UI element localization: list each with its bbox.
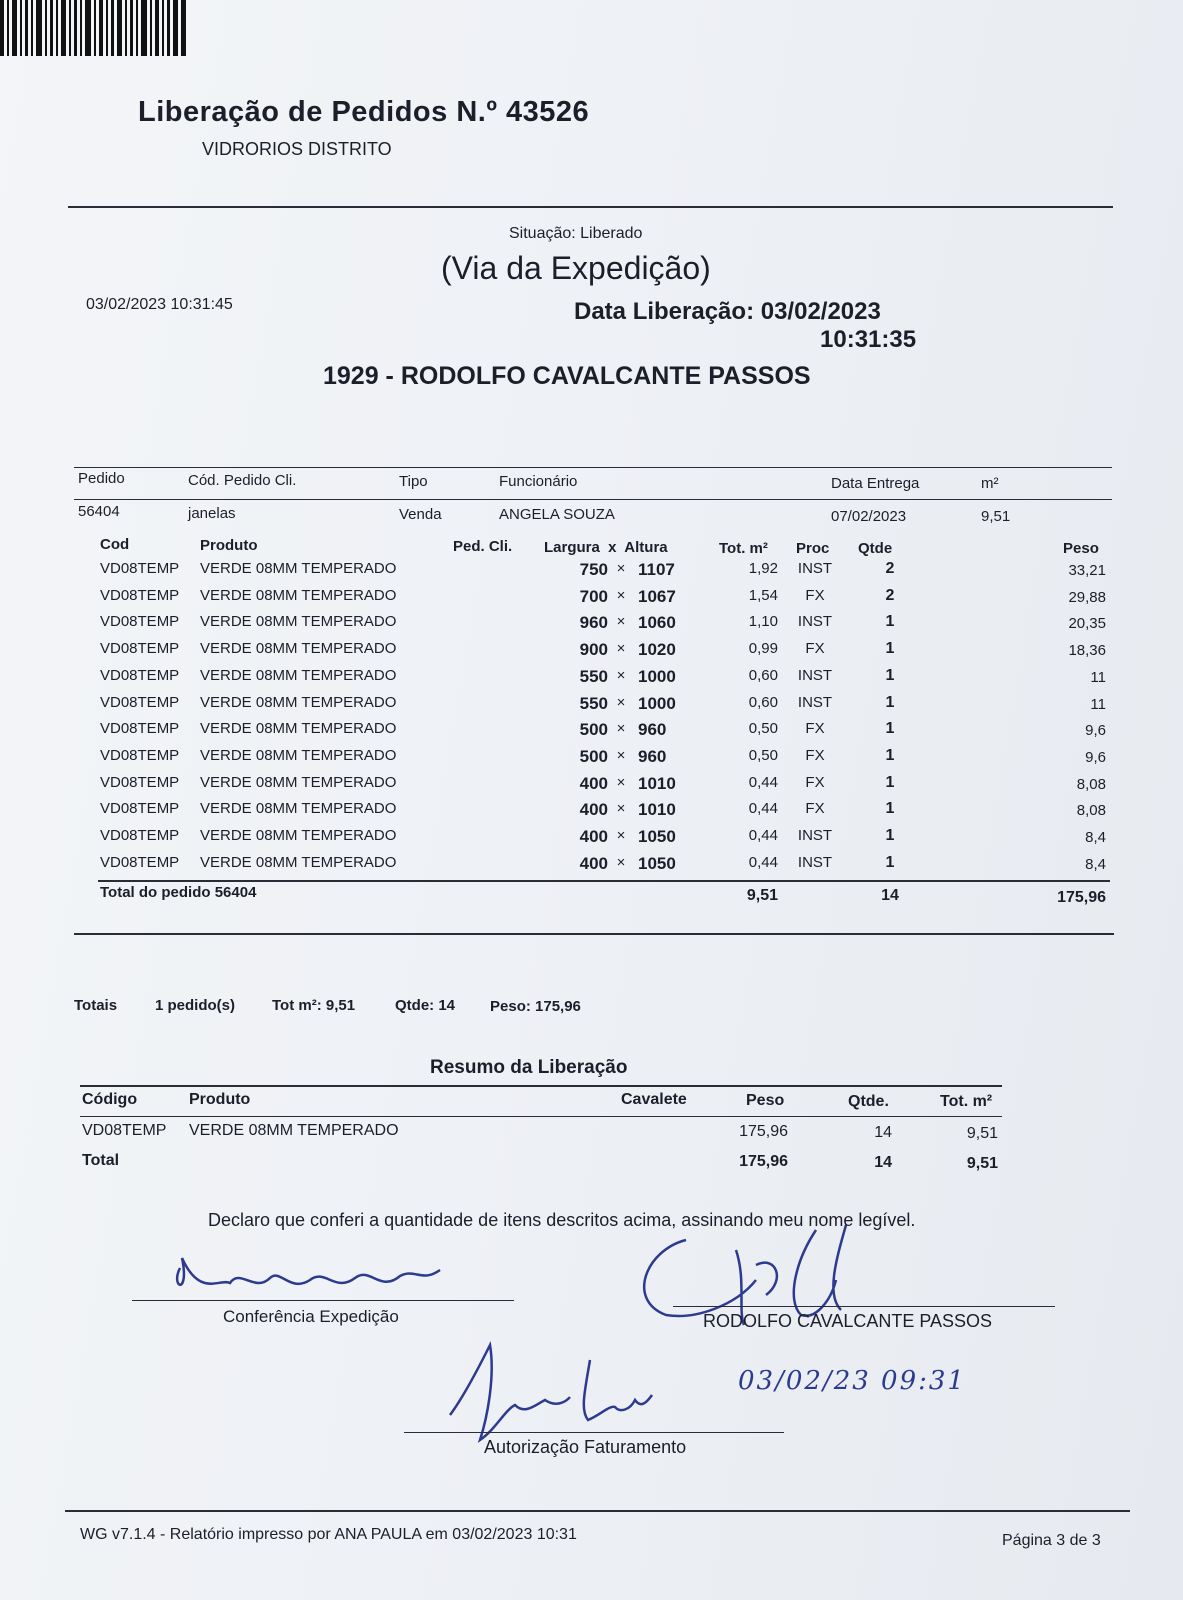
item-qtde: 1 (885, 667, 895, 684)
item-times: × (616, 613, 626, 630)
order-total-qtde: 14 (881, 887, 899, 904)
item-largura: 700 (579, 587, 608, 606)
item-tot-m2: 0,60 (748, 694, 778, 711)
item-code: VD08TEMP (100, 774, 180, 791)
footer-page: Página 3 de 3 (1002, 1532, 1101, 1549)
resumo-col-qtde: Qtde. (848, 1093, 889, 1110)
pedido-number: 56404 (78, 503, 120, 520)
item-times: × (616, 587, 626, 604)
hora-liberacao: 10:31:35 (820, 326, 917, 353)
resumo-total-label: Total (82, 1152, 120, 1169)
item-peso: 20,35 (1068, 615, 1106, 632)
barcode-icon (0, 0, 186, 56)
item-produto: VERDE 08MM TEMPERADO (200, 827, 397, 844)
item-qtde: 1 (885, 720, 895, 737)
item-tot-m2: 0,99 (748, 640, 778, 657)
item-largura: 400 (579, 800, 608, 819)
items-col-produto: Produto (200, 537, 258, 554)
resumo-header-rule (80, 1116, 1002, 1117)
item-produto: VERDE 08MM TEMPERADO (200, 667, 397, 684)
item-qtde: 1 (885, 800, 895, 817)
item-altura: 1010 (638, 774, 676, 793)
situacao-text: Situação: Liberado (509, 225, 643, 242)
items-col-qtde: Qtde (858, 540, 893, 557)
order-total-peso: 175,96 (1057, 889, 1106, 906)
item-produto: VERDE 08MM TEMPERADO (200, 747, 397, 764)
item-code: VD08TEMP (100, 640, 180, 657)
handwritten-date: 03/02/23 09:31 (738, 1366, 966, 1396)
items-col-proc: Proc (796, 540, 830, 557)
item-times: × (616, 694, 626, 711)
item-proc: INST (797, 667, 833, 684)
item-code: VD08TEMP (100, 613, 180, 630)
item-altura: 1010 (638, 800, 676, 819)
footer-printed-by: WG v7.1.4 - Relatório impresso por ANA PAULA em 03/02/2023 10:31 (80, 1526, 577, 1543)
conferencia-signature (160, 1238, 460, 1308)
col-m2: m² (981, 475, 999, 492)
item-tot-m2: 1,10 (748, 613, 778, 630)
item-produto: VERDE 08MM TEMPERADO (200, 613, 397, 630)
item-qtde: 1 (885, 694, 895, 711)
item-code: VD08TEMP (100, 854, 180, 871)
item-produto: VERDE 08MM TEMPERADO (200, 694, 397, 711)
col-tipo: Tipo (399, 473, 428, 490)
item-times: × (616, 720, 626, 737)
item-qtde: 1 (885, 640, 895, 657)
item-altura: 1067 (638, 587, 676, 606)
item-times: × (616, 774, 626, 791)
item-tot-m2: 0,44 (748, 800, 778, 817)
item-qtde: 1 (885, 747, 895, 764)
item-proc: FX (805, 800, 825, 817)
item-altura: 960 (638, 720, 667, 739)
item-proc: INST (797, 613, 833, 630)
item-produto: VERDE 08MM TEMPERADO (200, 720, 397, 737)
items-total-rule (98, 880, 1110, 882)
item-produto: VERDE 08MM TEMPERADO (200, 560, 397, 577)
item-code: VD08TEMP (100, 694, 180, 711)
item-largura: 900 (579, 640, 608, 659)
item-code: VD08TEMP (100, 800, 180, 817)
item-proc: FX (805, 747, 825, 764)
autorizacao-line (404, 1432, 784, 1433)
m2-value: 9,51 (981, 508, 1011, 525)
item-largura: 550 (579, 694, 608, 713)
item-qtde: 1 (885, 774, 895, 791)
resumo-total-tot: 9,51 (966, 1155, 998, 1172)
autorizacao-label: Autorização Faturamento (484, 1437, 687, 1457)
resumo-col-produto: Produto (189, 1091, 251, 1108)
item-times: × (616, 854, 626, 871)
item-altura: 1060 (638, 613, 676, 632)
col-cod-pedido-cli: Cód. Pedido Cli. (188, 472, 297, 489)
item-code: VD08TEMP (100, 667, 180, 684)
item-tot-m2: 0,60 (748, 667, 778, 684)
declaration-text: Declaro que conferi a quantidade de itens descritos acima, assinando meu nome legível. (208, 1210, 916, 1230)
item-peso: 8,08 (1076, 802, 1106, 819)
item-largura: 550 (579, 667, 608, 686)
item-qtde: 1 (885, 854, 895, 871)
order-header-rule (74, 499, 1112, 500)
item-tot-m2: 0,44 (748, 854, 778, 871)
order-table-top-rule (74, 467, 1112, 468)
item-times: × (616, 800, 626, 817)
item-tot-m2: 1,92 (748, 560, 778, 577)
resumo-total-peso: 175,96 (739, 1153, 788, 1170)
item-proc: FX (805, 774, 825, 791)
item-qtde: 2 (885, 587, 895, 604)
item-proc: FX (805, 587, 825, 604)
item-altura: 1000 (638, 694, 676, 713)
item-code: VD08TEMP (100, 560, 180, 577)
item-tot-m2: 0,44 (748, 774, 778, 791)
totais-label: Totais (74, 997, 118, 1014)
items-col-cod: Cod (100, 536, 130, 553)
item-largura: 750 (579, 560, 608, 579)
tipo-value: Venda (399, 506, 442, 523)
document-title: Liberação de Pedidos N.º 43526 (138, 96, 590, 128)
item-times: × (616, 747, 626, 764)
item-altura: 1000 (638, 667, 676, 686)
order-total-label: Total do pedido 56404 (100, 884, 257, 901)
resumo-row-qtde: 14 (874, 1124, 892, 1141)
item-proc: INST (797, 694, 833, 711)
client-name: 1929 - RODOLFO CAVALCANTE PASSOS (323, 362, 811, 390)
item-peso: 9,6 (1085, 722, 1106, 739)
item-produto: VERDE 08MM TEMPERADO (200, 640, 397, 657)
item-produto: VERDE 08MM TEMPERADO (200, 587, 397, 604)
order-total-m2: 9,51 (746, 887, 778, 904)
item-code: VD08TEMP (100, 747, 180, 764)
totais-pedidos: 1 pedido(s) (155, 997, 236, 1014)
item-largura: 960 (579, 613, 608, 632)
item-proc: INST (797, 560, 833, 577)
cliente-label: RODOLFO CAVALCANTE PASSOS (703, 1311, 993, 1331)
item-largura: 400 (579, 854, 608, 873)
item-produto: VERDE 08MM TEMPERADO (200, 774, 397, 791)
item-peso: 18,36 (1068, 642, 1106, 659)
col-pedido: Pedido (78, 470, 125, 487)
resumo-row-produto: VERDE 08MM TEMPERADO (189, 1122, 399, 1139)
item-qtde: 1 (885, 613, 895, 630)
header-divider (68, 206, 1113, 208)
item-peso: 9,6 (1085, 749, 1106, 766)
conferencia-label: Conferência Expedição (223, 1307, 399, 1326)
data-liberacao: Data Liberação: 03/02/2023 (574, 298, 881, 325)
item-proc: FX (805, 720, 825, 737)
data-entrega-value: 07/02/2023 (831, 508, 907, 525)
item-qtde: 1 (885, 827, 895, 844)
item-altura: 1020 (638, 640, 676, 659)
item-tot-m2: 0,44 (748, 827, 778, 844)
item-largura: 500 (579, 720, 608, 739)
item-times: × (616, 827, 626, 844)
resumo-total-qtde: 14 (874, 1154, 892, 1171)
item-code: VD08TEMP (100, 827, 180, 844)
item-tot-m2: 0,50 (748, 720, 778, 737)
resumo-row-peso: 175,96 (739, 1123, 788, 1140)
funcionario-value: ANGELA SOUZA (499, 506, 615, 523)
item-peso: 8,08 (1076, 776, 1106, 793)
conferencia-line (132, 1300, 514, 1301)
totais-peso: Peso: 175,96 (490, 998, 581, 1015)
items-col-tot-m2: Tot. m² (719, 540, 768, 557)
col-data-entrega: Data Entrega (831, 475, 920, 492)
item-times: × (616, 560, 626, 577)
item-produto: VERDE 08MM TEMPERADO (200, 854, 397, 871)
item-proc: FX (805, 640, 825, 657)
item-proc: INST (797, 854, 833, 871)
via-title: (Via da Expedição) (441, 250, 711, 286)
item-peso: 29,88 (1068, 589, 1106, 606)
item-peso: 11 (1090, 669, 1106, 686)
totais-tot-m2: Tot m²: 9,51 (272, 997, 356, 1014)
company-name: VIDRORIOS DISTRITO (202, 139, 392, 159)
item-altura: 1050 (638, 827, 676, 846)
item-altura: 1107 (638, 560, 675, 579)
items-col-ped-cli: Ped. Cli. (453, 538, 513, 555)
resumo-row-tot: 9,51 (966, 1125, 998, 1142)
resumo-col-cavalete: Cavalete (621, 1091, 687, 1108)
resumo-col-codigo: Código (82, 1091, 138, 1108)
item-proc: INST (797, 827, 833, 844)
items-col-largura-altura: Largura x Altura (544, 539, 668, 556)
cliente-line (673, 1306, 1055, 1307)
resumo-row-codigo: VD08TEMP (82, 1122, 167, 1139)
item-peso: 33,21 (1068, 562, 1106, 579)
item-qtde: 2 (885, 560, 895, 577)
item-produto: VERDE 08MM TEMPERADO (200, 800, 397, 817)
item-times: × (616, 640, 626, 657)
item-tot-m2: 1,54 (748, 587, 778, 604)
cod-pedido-cli: janelas (188, 505, 236, 522)
col-funcionario: Funcionário (499, 473, 578, 490)
item-code: VD08TEMP (100, 720, 180, 737)
item-largura: 400 (579, 827, 608, 846)
item-peso: 8,4 (1085, 856, 1106, 873)
item-largura: 500 (579, 747, 608, 766)
item-peso: 11 (1090, 696, 1106, 713)
item-tot-m2: 0,50 (748, 747, 778, 764)
items-col-peso: Peso (1063, 540, 1099, 557)
print-datetime: 03/02/2023 10:31:45 (86, 296, 233, 313)
resumo-title: Resumo da Liberação (430, 1057, 628, 1078)
section-divider (74, 933, 1114, 935)
resumo-col-tot: Tot. m² (940, 1093, 993, 1110)
item-altura: 1050 (638, 854, 676, 873)
item-code: VD08TEMP (100, 587, 180, 604)
totais-qtde: Qtde: 14 (395, 997, 456, 1014)
resumo-col-peso: Peso (746, 1092, 785, 1109)
item-largura: 400 (579, 774, 608, 793)
resumo-top-rule (80, 1085, 1002, 1087)
item-altura: 960 (638, 747, 667, 766)
footer-divider (65, 1510, 1130, 1512)
item-peso: 8,4 (1085, 829, 1106, 846)
item-times: × (616, 667, 626, 684)
